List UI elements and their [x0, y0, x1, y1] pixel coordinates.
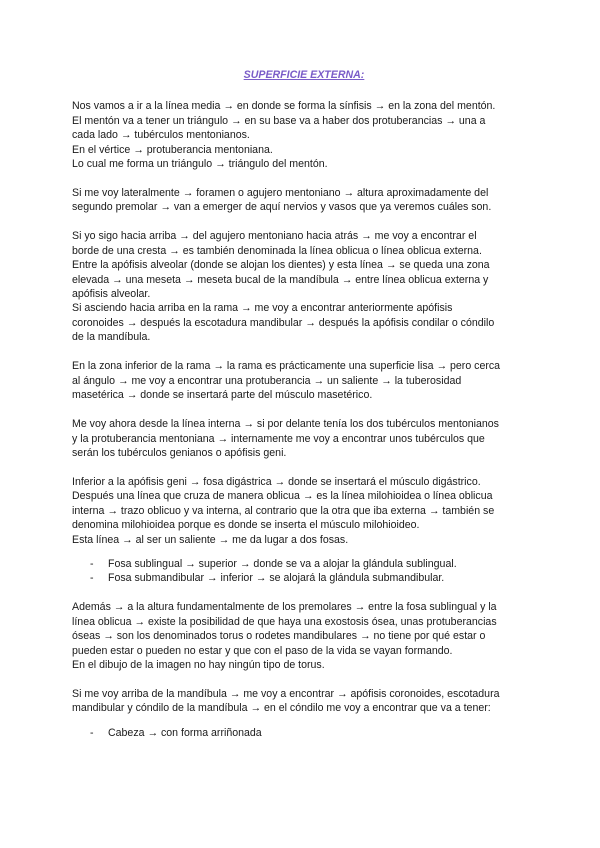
text-line: Me voy ahora desde la línea interna → si por delante tenía los dos tubérculos mentonianos — [72, 418, 499, 431]
text-line: En la zona inferior de la rama → la rama es prácticamente una superficie lisa → pero cerca — [72, 360, 501, 373]
text-line: Además → a la altura fundamentalmente de los premolares → entre la fosa sublingual y la — [72, 601, 497, 614]
paragraph-fosa-digastrica — [72, 475, 536, 547]
text-line: al ángulo → me voy a encontrar una protuberancia → un saliente → la tuberosidad — [72, 374, 462, 387]
list-bullet: - — [90, 557, 94, 570]
text-line: línea oblicua → existe la posibilidad de que haya una exostosis ósea, unas protuberancias — [72, 615, 497, 628]
paragraph-torus — [72, 600, 536, 672]
text-line: de la mandíbula. — [72, 331, 151, 344]
condilo-list — [72, 726, 536, 740]
text-line: Si asciendo hacia arriba en la rama → me voy a encontrar anteriormente apófisis — [72, 302, 453, 315]
section-title: SUPERFICIE EXTERNA: — [243, 69, 365, 81]
text-line: mandibular y cóndilo de la mandíbula → en el cóndilo me voy a encontrar que va a tener: — [72, 702, 491, 715]
text-line: En el vértice → protuberancia mentoniana. — [72, 143, 273, 156]
text-line: Después una línea que cruza de manera oblicua → es la línea milohioidea o línea oblicua — [72, 490, 493, 503]
text-line: segundo premolar → van a emerger de aquí nervios y vasos que ya veremos cuáles son. — [72, 201, 492, 214]
text-line: elevada → una meseta → meseta bucal de la mandíbula → entre línea oblicua externa y — [72, 273, 489, 286]
text-line: coronoides → después la escotadura mandibular → después la apófisis condilar o cóndilo — [72, 316, 495, 329]
text-line: pueden estar o pueden no estar y que con el paso de la vida se vayan formando. — [72, 644, 453, 657]
list-bullet: - — [90, 572, 94, 585]
paragraph-menton — [72, 99, 536, 171]
paragraph-linea-interna — [72, 417, 536, 460]
text-line: Si me voy lateralmente → foramen o agujero mentoniano → altura aproximadamente del — [72, 187, 489, 200]
text-line: interna → trazo oblicuo y va interna, al contrario que la otra que iba externa → también se — [72, 504, 495, 517]
paragraph-linea-oblicua — [72, 229, 536, 344]
list-item — [72, 726, 536, 740]
text-line: Esta línea → al ser un saliente → me da lugar a dos fosas. — [72, 533, 349, 546]
text-line: óseas → son los denominados torus o rodetes mandibulares → no tiene por qué estar o — [72, 630, 486, 643]
list-item-text: Fosa sublingual → superior → donde se va a alojar la glándula sublingual. — [108, 557, 457, 570]
text-line: cada lado → tubérculos mentonianos. — [72, 129, 250, 142]
fosas-list — [72, 557, 536, 586]
text-line: Lo cual me forma un triángulo → triángulo del mentón. — [72, 158, 328, 171]
text-line: denomina milohioidea porque es donde se inserta el músculo milohioideo. — [72, 519, 420, 532]
text-line: Nos vamos a ir a la línea media → en donde se forma la sínfisis → en la zona del mentón. — [72, 100, 496, 113]
text-line: El mentón va a tener un triángulo → en su base va a haber dos protuberancias → una a — [72, 114, 486, 127]
text-line: Inferior a la apófisis geni → fosa digástrica → donde se insertará el músculo digástrico. — [72, 475, 481, 488]
text-line: Si me voy arriba de la mandíbula → me voy a encontrar → apófisis coronoides, escotadura — [72, 687, 500, 700]
text-line: masetérica → donde se insertará parte del músculo masetérico. — [72, 389, 373, 402]
text-line: En el dibujo de la imagen no hay ningún tipo de torus. — [72, 658, 325, 671]
text-line: Si yo sigo hacia arriba → del agujero mentoniano hacia atrás → me voy a encontrar el — [72, 230, 477, 243]
list-item — [72, 557, 536, 571]
text-line: serán los tubérculos genianos o apófisis geni. — [72, 446, 287, 459]
paragraph-rama-inferior — [72, 359, 536, 402]
text-line: y la protuberancia mentoniana → internamente me voy a encontrar unos tubérculos que — [72, 432, 485, 445]
document-page — [72, 68, 536, 755]
text-line: apófisis alveolar. — [72, 288, 151, 301]
list-item-text: Fosa submandibular → inferior → se alojará la glándula submandibular. — [108, 572, 445, 585]
list-item — [72, 571, 536, 585]
text-line: Entre la apófisis alveolar (donde se alojan los dientes) y esta línea → se queda una zona — [72, 259, 490, 272]
text-line: borde de una cresta → es también denominada la línea oblicua o línea oblicua externa. — [72, 244, 482, 257]
list-bullet: - — [90, 726, 94, 739]
list-item-text: Cabeza → con forma arriñonada — [108, 726, 262, 739]
paragraph-foramen — [72, 186, 536, 215]
paragraph-condilo — [72, 687, 536, 716]
